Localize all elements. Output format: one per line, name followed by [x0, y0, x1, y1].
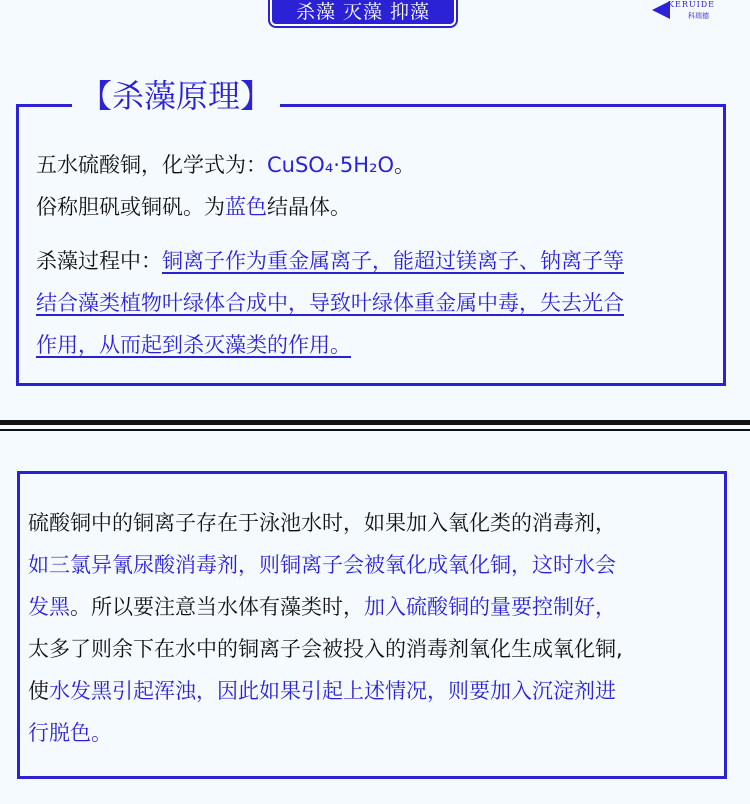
separator-thick	[0, 420, 750, 425]
top-banner	[270, 0, 456, 26]
warning-line-5-prefix: 使	[28, 679, 49, 703]
warning-line-1: 硫酸铜中的铜离子存在于泳池水时，如果加入氧化类的消毒剂，	[28, 511, 616, 535]
keruide-logo	[652, 0, 722, 22]
warning-line-6: 行脱色。	[28, 721, 112, 745]
process-text-1: 铜离子作为重金属离子，能超过镁离子、钠离子等	[162, 249, 624, 273]
separator-thin	[0, 429, 750, 431]
warning-line-3	[28, 592, 616, 622]
color-word: 蓝色	[225, 195, 267, 219]
logo-brand-cn: 科瑞德	[688, 12, 709, 20]
formula-line	[36, 150, 415, 180]
alias-prefix: 俗称胆矾或铜矾。为	[36, 195, 225, 219]
process-line-1	[36, 246, 624, 276]
banner-text: 杀藻 灭藻 抑藻	[295, 1, 431, 23]
formula-prefix: 五水硫酸铜，化学式为：	[36, 153, 267, 177]
section-title: 【杀藻原理】	[72, 74, 280, 118]
warning-line-5	[28, 676, 616, 706]
alias-line	[36, 192, 351, 222]
formula-suffix: 。	[394, 153, 416, 177]
warning-line-3-mid: 。所以要注意当水体有藻类时，	[70, 595, 364, 619]
alias-suffix: 结晶体。	[267, 195, 351, 219]
process-label: 杀藻过程中：	[36, 249, 162, 273]
process-line-3: 作用，从而起到杀灭藻类的作用。	[36, 333, 351, 357]
process-line-2: 结合藻类植物叶绿体合成中，导致叶绿体重金属中毒，失去光合	[36, 291, 624, 315]
warning-line-3-suffix: 加入硫酸铜的量要控制好，	[364, 595, 616, 619]
chemical-formula: CuSO₄·5H₂O	[267, 153, 395, 177]
logo-brand: KERUIDE	[668, 0, 715, 9]
warning-line-2: 如三氯异氰尿酸消毒剂，则铜离子会被氧化成氧化铜，这时水会	[28, 553, 616, 577]
warning-line-5-rest: 水发黑引起浑浊，因此如果引起上述情况，则要加入沉淀剂进	[49, 679, 616, 703]
warning-line-3-prefix: 发黑	[28, 595, 70, 619]
warning-line-4: 太多了则余下在水中的铜离子会被投入的消毒剂氧化生成氧化铜,	[28, 637, 623, 661]
